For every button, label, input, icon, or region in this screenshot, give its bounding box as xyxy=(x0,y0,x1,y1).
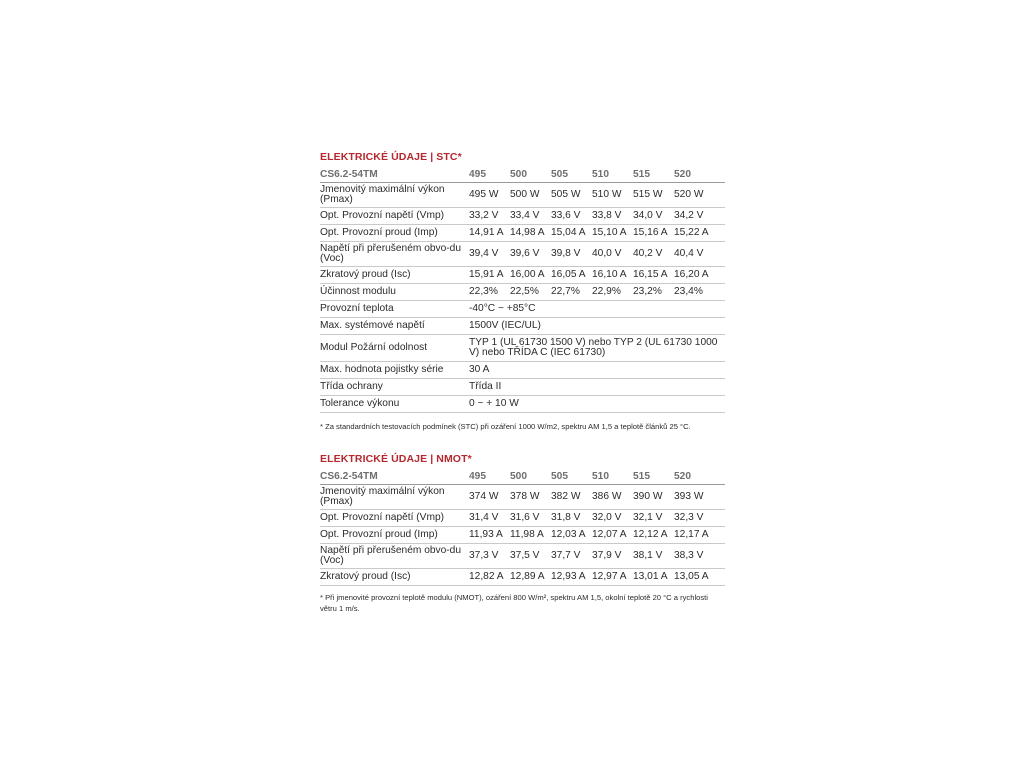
cell-value: 515 W xyxy=(632,183,673,208)
cell-value: 374 W xyxy=(468,485,509,510)
table-row xyxy=(320,485,725,510)
table-row xyxy=(320,318,725,335)
cell-value: 40,0 V xyxy=(591,242,632,267)
cell-value: 34,2 V xyxy=(673,208,725,225)
cell-value: 34,0 V xyxy=(632,208,673,225)
cell-value: 23,4% xyxy=(673,284,725,301)
cell-value: 16,05 A xyxy=(550,267,591,284)
cell-value: 382 W xyxy=(550,485,591,510)
cell-value: 15,16 A xyxy=(632,225,673,242)
cell-value: 11,93 A xyxy=(468,527,509,544)
cell-value: 12,07 A xyxy=(591,527,632,544)
table-row xyxy=(320,225,725,242)
cell-value: 12,17 A xyxy=(673,527,725,544)
cell-value: 33,8 V xyxy=(591,208,632,225)
cell-value: 495 W xyxy=(468,183,509,208)
power-class-header: 495 xyxy=(468,470,509,485)
cell-value: 37,9 V xyxy=(591,544,632,569)
cell-value: 0 ~ + 10 W xyxy=(468,396,725,413)
cell-value: 32,1 V xyxy=(632,510,673,527)
cell-value: 12,97 A xyxy=(591,569,632,586)
row-label: Opt. Provozní napětí (Vmp) xyxy=(320,510,468,527)
model-header: CS6.2-54TM xyxy=(320,470,468,485)
table-row xyxy=(320,183,725,208)
cell-value: 39,6 V xyxy=(509,242,550,267)
cell-value: 16,20 A xyxy=(673,267,725,284)
table-row xyxy=(320,267,725,284)
cell-value: 393 W xyxy=(673,485,725,510)
cell-value: 520 W xyxy=(673,183,725,208)
cell-value: 23,2% xyxy=(632,284,673,301)
row-label: Opt. Provozní proud (Imp) xyxy=(320,225,468,242)
power-class-header: 520 xyxy=(673,470,725,485)
cell-value: 378 W xyxy=(509,485,550,510)
cell-value: 16,15 A xyxy=(632,267,673,284)
cell-value: 16,00 A xyxy=(509,267,550,284)
cell-value: 31,8 V xyxy=(550,510,591,527)
cell-value: 13,05 A xyxy=(673,569,725,586)
row-label: Jmenovitý maximální výkon (Pmax) xyxy=(320,485,468,510)
table-row xyxy=(320,510,725,527)
cell-value: 22,5% xyxy=(509,284,550,301)
cell-value: 22,3% xyxy=(468,284,509,301)
cell-value: 510 W xyxy=(591,183,632,208)
cell-value: 386 W xyxy=(591,485,632,510)
power-class-header: 495 xyxy=(468,168,509,183)
power-class-header: 515 xyxy=(632,168,673,183)
table-row xyxy=(320,242,725,267)
table-row xyxy=(320,284,725,301)
power-class-header: 500 xyxy=(509,470,550,485)
cell-value: 37,3 V xyxy=(468,544,509,569)
row-label: Zkratový proud (Isc) xyxy=(320,569,468,586)
cell-value: 390 W xyxy=(632,485,673,510)
cell-value: 33,4 V xyxy=(509,208,550,225)
power-class-header: 510 xyxy=(591,168,632,183)
cell-value: TYP 1 (UL 61730 1500 V) nebo TYP 2 (UL 61730 1000 V) nebo TŘÍDA C (IEC 61730) xyxy=(468,335,725,362)
cell-value: 22,9% xyxy=(591,284,632,301)
datasheet xyxy=(320,151,725,614)
cell-value: 12,93 A xyxy=(550,569,591,586)
table-row xyxy=(320,544,725,569)
cell-value: 37,5 V xyxy=(509,544,550,569)
cell-value: 12,12 A xyxy=(632,527,673,544)
power-class-header: 505 xyxy=(550,470,591,485)
cell-value: 15,22 A xyxy=(673,225,725,242)
row-label: Modul Požární odolnost xyxy=(320,335,468,362)
cell-value: 15,91 A xyxy=(468,267,509,284)
row-label: Tolerance výkonu xyxy=(320,396,468,413)
table-row xyxy=(320,379,725,396)
row-label: Provozní teplota xyxy=(320,301,468,318)
nmot-table xyxy=(320,470,725,586)
row-label: Třída ochrany xyxy=(320,379,468,396)
stc-header-row xyxy=(320,168,725,183)
cell-value: 33,2 V xyxy=(468,208,509,225)
nmot-footnote: * Při jmenovité provozní teplotě modulu (NMOT), ozáření 800 W/m², spektru AM 1,5, okolní teplotě 20 °C a rychlosti větru 1 m/s. xyxy=(320,593,708,613)
power-class-header: 510 xyxy=(591,470,632,485)
cell-value: 12,82 A xyxy=(468,569,509,586)
cell-value: 31,6 V xyxy=(509,510,550,527)
cell-value: 22,7% xyxy=(550,284,591,301)
cell-value: Třída II xyxy=(468,379,725,396)
cell-value: 12,03 A xyxy=(550,527,591,544)
nmot-title: ELEKTRICKÉ ÚDAJE | NMOT* xyxy=(320,453,472,465)
nmot-header-row xyxy=(320,470,725,485)
cell-value: 500 W xyxy=(509,183,550,208)
cell-value: 30 A xyxy=(468,362,725,379)
cell-value: 39,8 V xyxy=(550,242,591,267)
model-header: CS6.2-54TM xyxy=(320,168,468,183)
table-row xyxy=(320,301,725,318)
cell-value: 11,98 A xyxy=(509,527,550,544)
table-row xyxy=(320,208,725,225)
row-label: Zkratový proud (Isc) xyxy=(320,267,468,284)
cell-value: 39,4 V xyxy=(468,242,509,267)
table-row xyxy=(320,527,725,544)
stc-title: ELEKTRICKÉ ÚDAJE | STC* xyxy=(320,151,462,163)
cell-value: 14,98 A xyxy=(509,225,550,242)
cell-value: -40°C ~ +85°C xyxy=(468,301,725,318)
row-label: Opt. Provozní proud (Imp) xyxy=(320,527,468,544)
row-label: Napětí při přerušeném obvo-du (Voc) xyxy=(320,544,468,569)
cell-value: 13,01 A xyxy=(632,569,673,586)
cell-value: 40,4 V xyxy=(673,242,725,267)
power-class-header: 500 xyxy=(509,168,550,183)
cell-value: 15,04 A xyxy=(550,225,591,242)
cell-value: 33,6 V xyxy=(550,208,591,225)
table-row xyxy=(320,569,725,586)
row-label: Max. systémové napětí xyxy=(320,318,468,335)
power-class-header: 520 xyxy=(673,168,725,183)
row-label: Účinnost modulu xyxy=(320,284,468,301)
table-row xyxy=(320,362,725,379)
row-label: Napětí při přerušeném obvo-du (Voc) xyxy=(320,242,468,267)
cell-value: 14,91 A xyxy=(468,225,509,242)
row-label: Jmenovitý maximální výkon (Pmax) xyxy=(320,183,468,208)
cell-value: 31,4 V xyxy=(468,510,509,527)
cell-value: 12,89 A xyxy=(509,569,550,586)
power-class-header: 505 xyxy=(550,168,591,183)
stc-table xyxy=(320,168,725,413)
stc-footnote: * Za standardních testovacích podmínek (STC) při ozáření 1000 W/m2, spektru AM 1,5 a teplotě článků 25 °C. xyxy=(320,422,691,431)
cell-value: 15,10 A xyxy=(591,225,632,242)
table-row xyxy=(320,335,725,362)
row-label: Opt. Provozní napětí (Vmp) xyxy=(320,208,468,225)
cell-value: 37,7 V xyxy=(550,544,591,569)
cell-value: 32,0 V xyxy=(591,510,632,527)
cell-value: 505 W xyxy=(550,183,591,208)
cell-value: 40,2 V xyxy=(632,242,673,267)
table-row xyxy=(320,396,725,413)
row-label: Max. hodnota pojistky série xyxy=(320,362,468,379)
cell-value: 38,1 V xyxy=(632,544,673,569)
power-class-header: 515 xyxy=(632,470,673,485)
cell-value: 1500V (IEC/UL) xyxy=(468,318,725,335)
cell-value: 16,10 A xyxy=(591,267,632,284)
cell-value: 38,3 V xyxy=(673,544,725,569)
cell-value: 32,3 V xyxy=(673,510,725,527)
